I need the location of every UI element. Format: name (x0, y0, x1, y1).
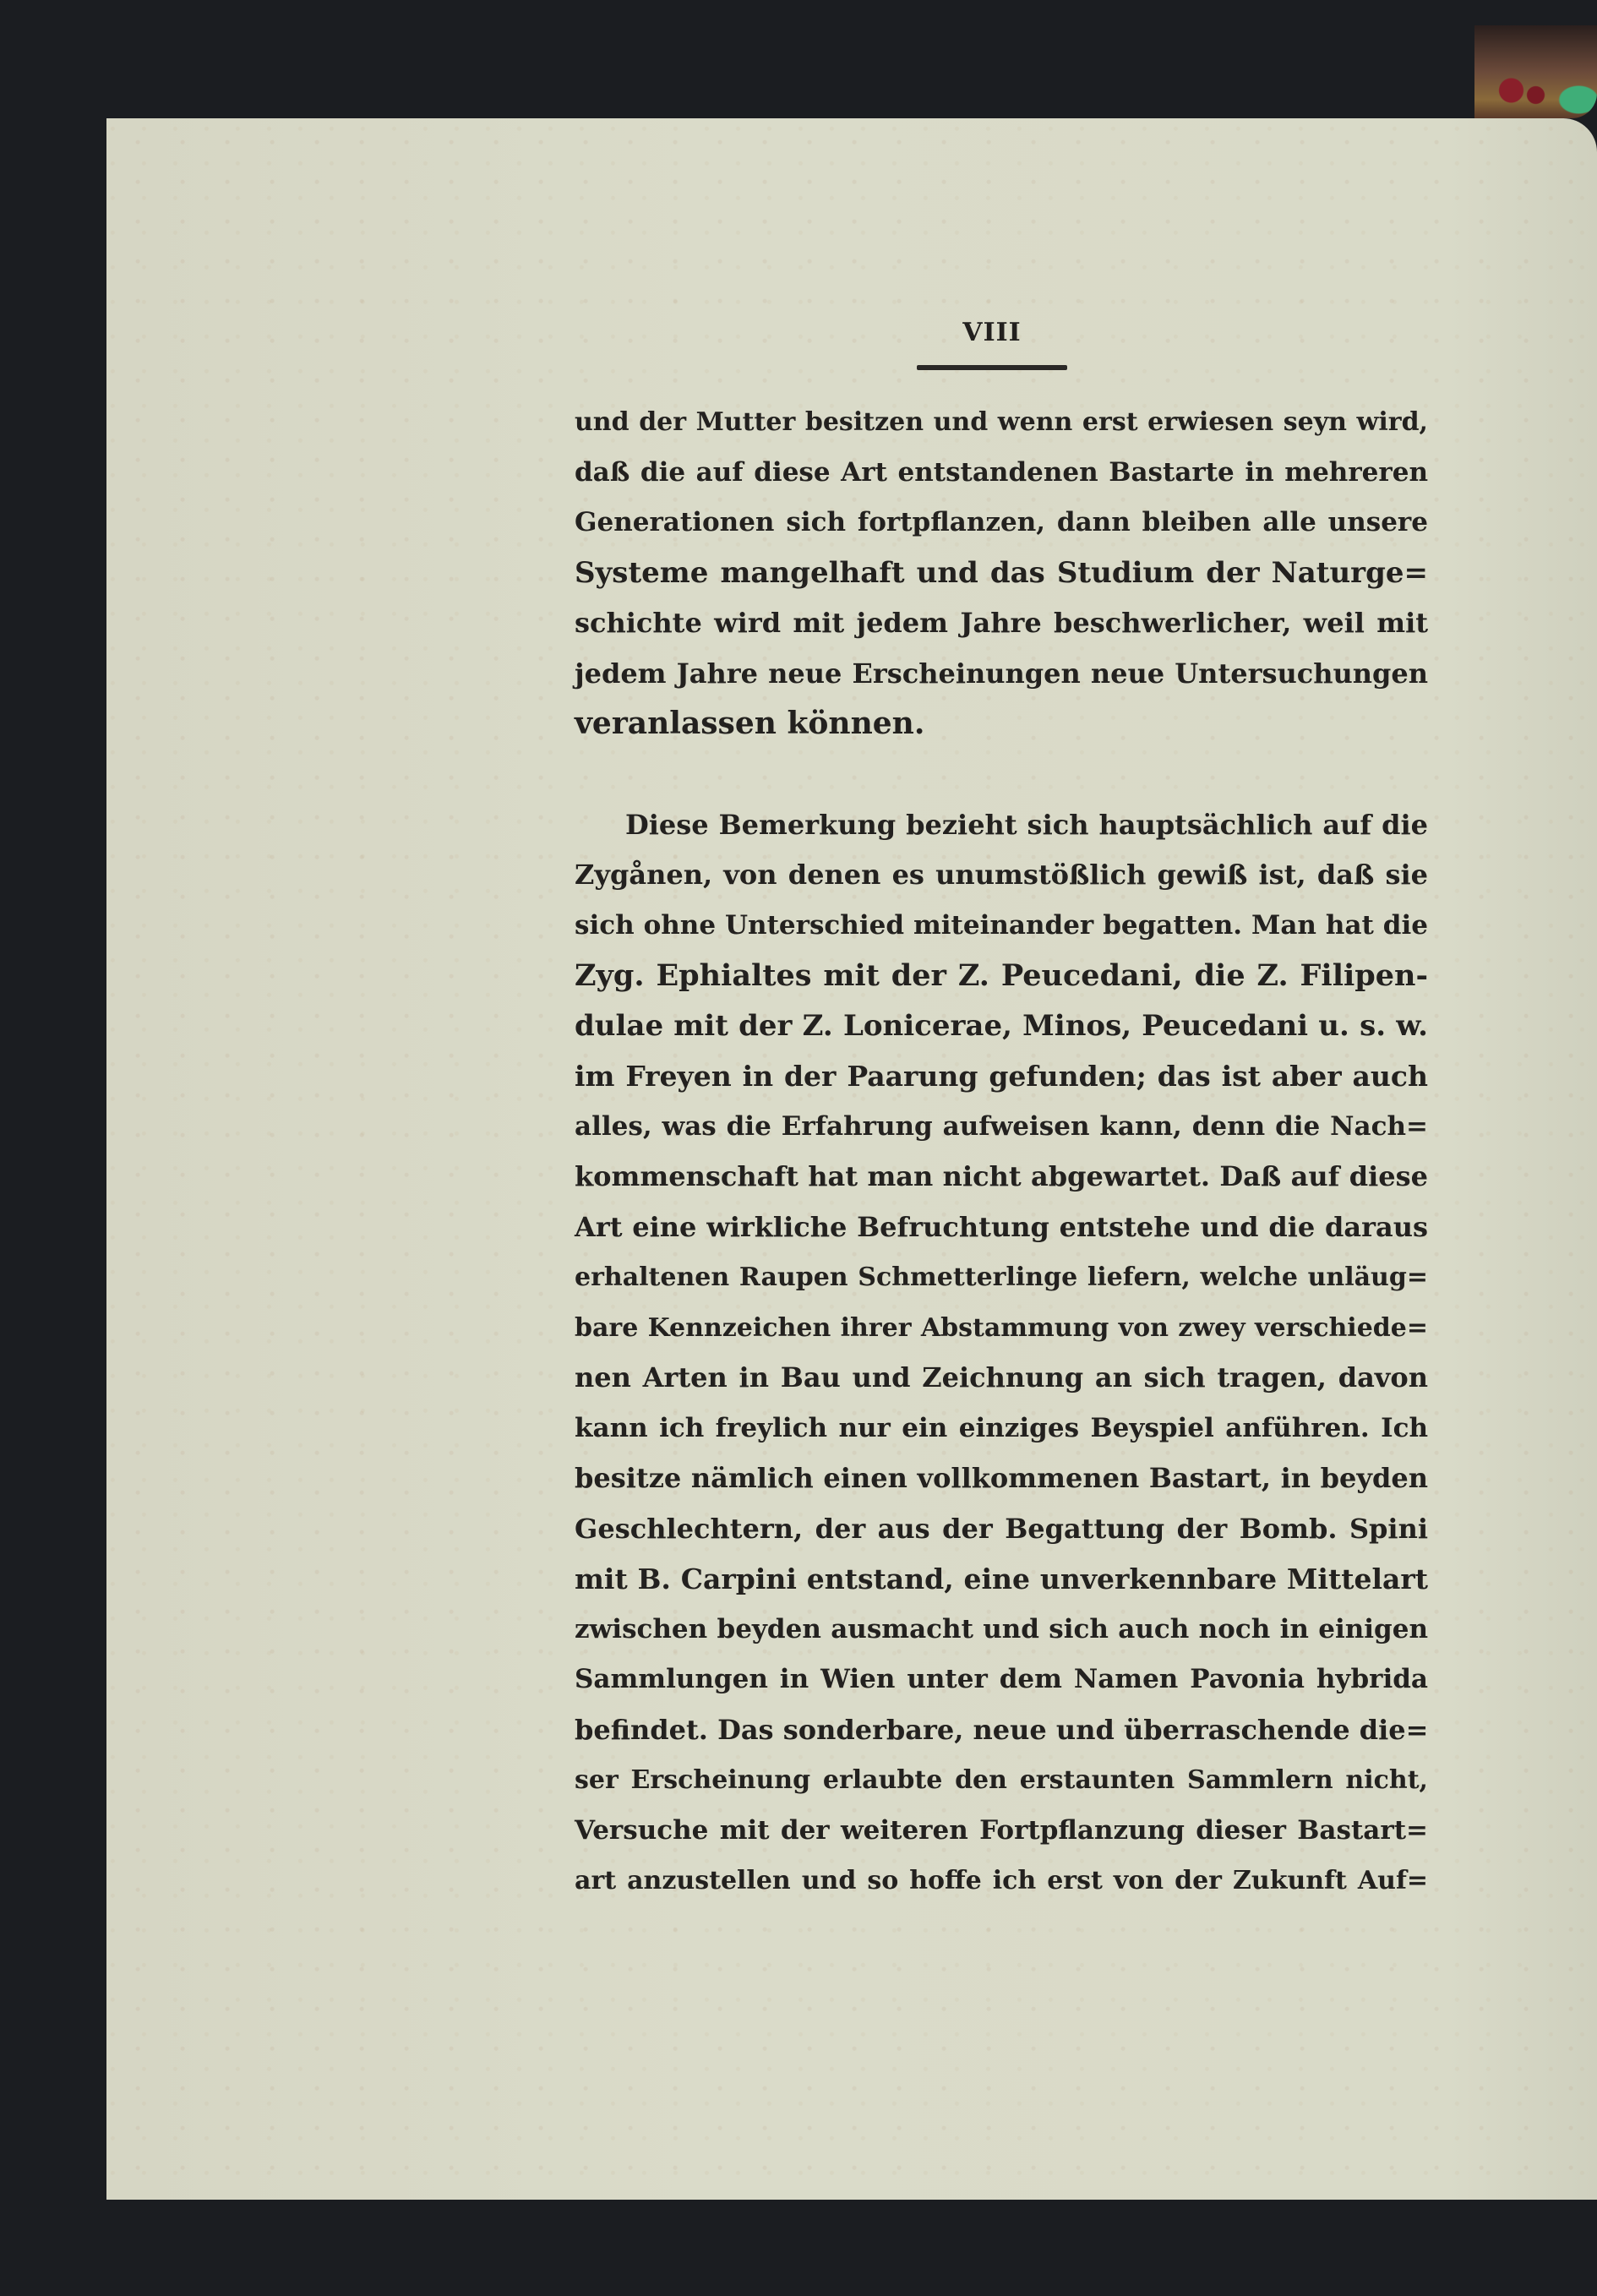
text-line: ser Erscheinung erlaubte den erstaunten Sammlern nicht, (575, 1765, 1428, 1795)
text-line: erhaltenen Raupen Schmetterlinge liefern, welche unläug= (575, 1263, 1428, 1292)
text-line: Zyg. Ephialtes mit der Z. Peucedani, die Z. Filipen- (575, 958, 1428, 993)
text-line: jedem Jahre neue Erscheinungen neue Untersuchungen (575, 657, 1428, 690)
text-line: zwischen beyden ausmacht und sich auch noch in einigen (575, 1613, 1428, 1644)
text-line: dulae mit der Z. Lonicerae, Minos, Peucedani u. s. w. (575, 1008, 1428, 1043)
book-edge-decoration (1474, 25, 1597, 118)
text-line: Art eine wirkliche Befruchtung entstehe und die daraus (575, 1210, 1428, 1243)
text-line: besitze nämlich einen vollkommenen Bastart, in beyden (575, 1462, 1428, 1494)
paragraph-gap (575, 750, 1428, 800)
text-line: Sammlungen in Wien unter dem Namen Pavonia hybrida (575, 1664, 1428, 1694)
text-line: im Freyen in der Paarung gefunden; das ist aber auch (575, 1060, 1428, 1093)
text-line: Versuche mit der weiteren Fortpflanzung dieser Bastart= (575, 1814, 1428, 1846)
text-line: Generationen sich fortpflanzen, dann bleiben alle unsere (575, 507, 1428, 537)
text-line: Systeme mangelhaft und das Studium der Naturge= (575, 555, 1428, 590)
text-line: kommenschaft hat man nicht abgewartet. Daß auf diese (575, 1160, 1428, 1192)
text-line: Zygånen, von denen es unumstößlich gewiß ist, daß sie (575, 859, 1428, 891)
page-number: VIII (962, 318, 1022, 347)
text-line: mit B. Carpini entstand, eine unverkennbare Mittelart (575, 1562, 1428, 1595)
text-line: sich ohne Unterschied miteinander begatten. Man hat die (575, 909, 1428, 941)
text-line: Geschlechtern, der aus der Begattung der Bomb. Spini (575, 1512, 1428, 1545)
text-line: art anzustellen und so hoffe ich erst von der Zukunft Auf= (575, 1866, 1428, 1895)
text-line: alles, was die Erfahrung aufweisen kann, denn die Nach= (575, 1110, 1428, 1142)
text-line: Diese Bemerkung bezieht sich hauptsächlich auf die (625, 808, 1428, 841)
text-line: bare Kennzeichen ihrer Abstammung von zwey verschiede= (575, 1312, 1428, 1343)
text-line: daß die auf diese Art entstandenen Bastarte in mehreren (575, 456, 1428, 488)
text-line: befindet. Das sonderbare, neue und überraschende die= (575, 1713, 1429, 1746)
text-line: und der Mutter besitzen und wenn erst erwiesen seyn wird, (575, 407, 1428, 437)
text-line: veranlassen können. (575, 706, 925, 741)
text-line: kann ich freylich nur ein einziges Beyspiel anführen. Ich (575, 1412, 1428, 1443)
header-rule (917, 365, 1067, 370)
text-line: nen Arten in Bau und Zeichnung an sich tragen, davon (575, 1361, 1428, 1393)
body-text (575, 397, 1428, 1906)
text-line: schichte wird mit jedem Jahre beschwerlicher, weil mit (575, 607, 1428, 639)
